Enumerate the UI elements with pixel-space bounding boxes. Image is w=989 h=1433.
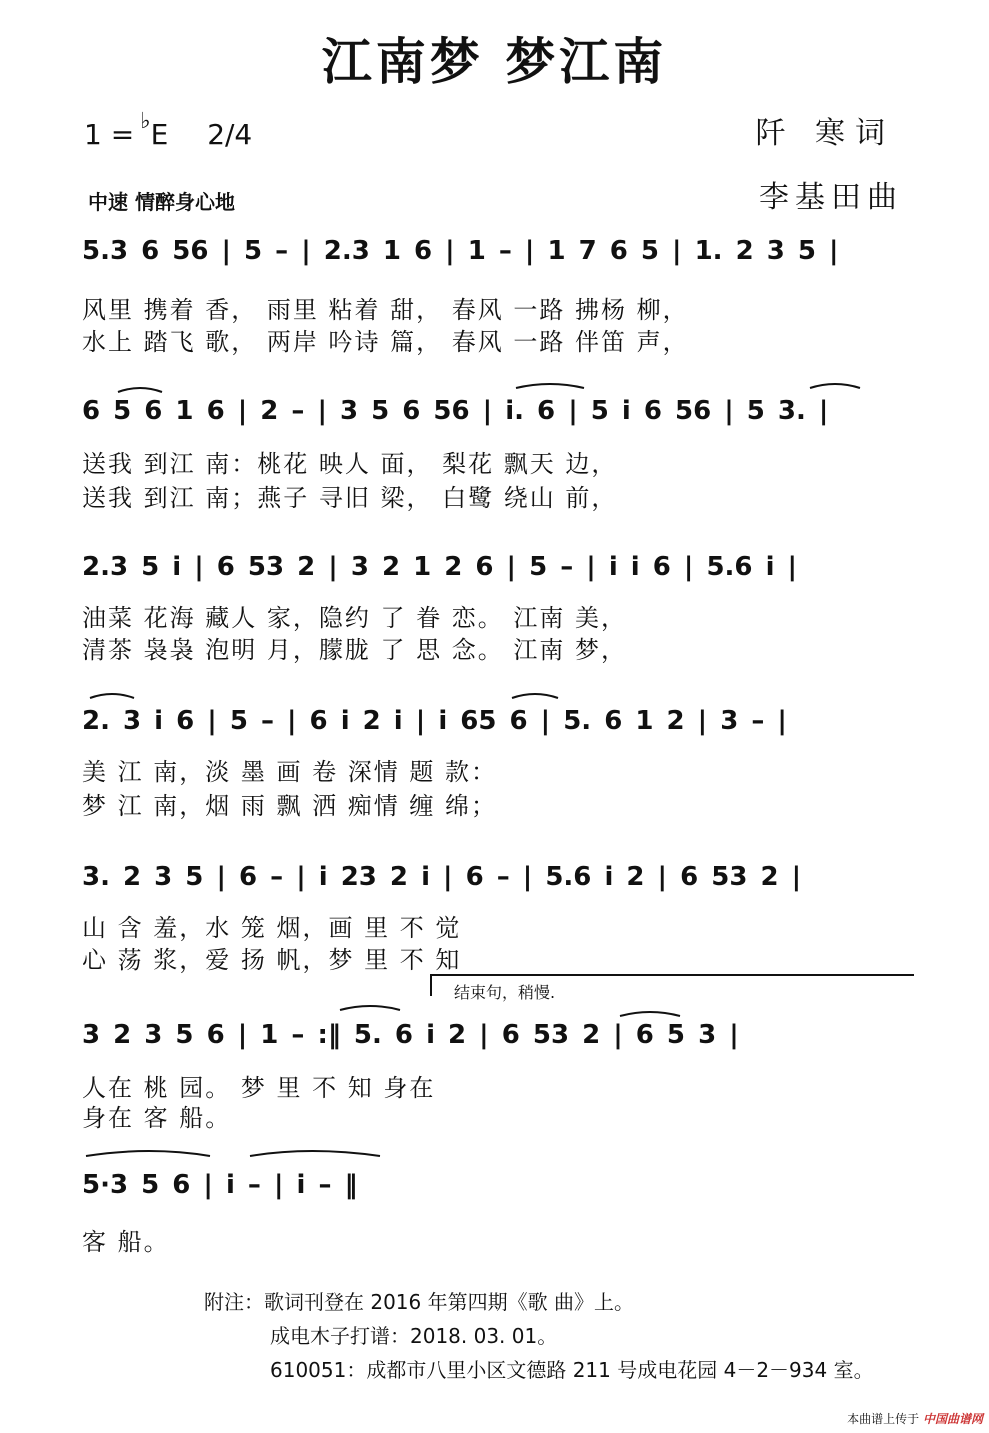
key-prefix: 1 = xyxy=(84,118,135,151)
annotation-line-2: 成电木子打谱：2018. 03. 01。 xyxy=(270,1324,558,1348)
lyric-line-1-verse-1: 风里 携着 香， 雨里 粘着 甜， 春风 一路 拂杨 柳， xyxy=(82,296,689,324)
footer-prefix: 本曲谱上传于 xyxy=(847,1412,920,1426)
annotation-line-1: 附注：歌词刊登在 2016 年第四期《歌 曲》上。 xyxy=(204,1290,634,1314)
lyric-line-5-verse-2: 心 荡 浆，爱 扬 帆，梦 里 不 知 xyxy=(82,946,462,974)
composer-credit: 李基田曲 xyxy=(759,180,903,215)
flat-sign: ♭ xyxy=(140,109,151,134)
notation-line-6: 3 2 3 5 6 | 1 – :‖ 5. 6 i 2 | 6 53 2 | 6 5 3 | xyxy=(82,1020,739,1050)
notation-line-7: 5·3 5 6 | i – | i – ‖ xyxy=(82,1170,358,1200)
ending-bracket-tick xyxy=(430,974,432,996)
notation-line-3: 2.3 5 i | 6 53 2 | 3 2 1 2 6 | 5 – | i i 6 | 5.6 i | xyxy=(82,552,798,582)
lyric-line-3-verse-1: 油菜 花海 藏人 家，隐约 了 眷 恋。 江南 美， xyxy=(82,604,628,632)
annotation-line-3: 610051：成都市八里小区文德路 211 号成电花园 4－2－934 室。 xyxy=(270,1358,874,1382)
lyric-line-2-verse-1: 送我 到江 南：桃花 映人 面， 梨花 飘天 边， xyxy=(82,450,618,478)
score-title: 江南梦 梦江南 xyxy=(321,33,668,91)
key-signature xyxy=(84,109,253,151)
lyric-line-6-verse-1: 人在 桃 园。 梦 里 不 知 身在 xyxy=(82,1074,436,1102)
lyric-line-5-verse-1: 山 含 羞，水 笼 烟，画 里 不 觉 xyxy=(82,914,462,942)
lyric-line-1-verse-2: 水上 踏飞 歌， 两岸 吟诗 篇， 春风 一路 伴笛 声， xyxy=(82,328,689,356)
notation-line-4: 2. 3 i 6 | 5 – | 6 i 2 i | i 65 6 | 5. 6 1 2 | 3 – | xyxy=(82,706,787,736)
tempo-marking: 中速 情醉身心地 xyxy=(88,190,235,214)
time-signature: 2/4 xyxy=(207,118,253,151)
key-letter: E xyxy=(150,118,169,151)
lyric-line-7-verse-1: 客 船。 xyxy=(82,1228,170,1256)
lyric-line-6-verse-2: 身在 客 船。 xyxy=(82,1104,232,1132)
ending-bracket-line xyxy=(430,974,914,976)
notation-line-5: 3. 2 3 5 | 6 – | i 23 2 i | 6 – | 5.6 i 2 | 6 53 2 | xyxy=(82,862,802,892)
lyric-line-2-verse-2: 送我 到江 南；燕子 寻旧 梁， 白鹭 绕山 前， xyxy=(82,484,618,512)
notation-line-2: 6 5 6 1 6 | 2 – | 3 5 6 56 | i. 6 | 5 i 6 56 | 5 3. | xyxy=(82,396,829,426)
lyric-line-3-verse-2: 清茶 袅袅 泡明 月，朦胧 了 思 念。 江南 梦， xyxy=(82,636,628,664)
lyric-line-4-verse-1: 美 江 南，淡 墨 画 卷 深情 题 款： xyxy=(82,758,498,786)
notation-line-1: 5.3 6 56 | 5 – | 2.3 1 6 | 1 – | 1 7 6 5 | 1. 2 3 5 | xyxy=(82,236,839,266)
ending-instruction: 结束句，稍慢. xyxy=(454,983,556,1002)
lyricist-credit: 阡 寒词 xyxy=(755,116,895,151)
site-watermark xyxy=(847,1410,983,1427)
lyric-line-4-verse-2: 梦 江 南，烟 雨 飘 洒 痴情 缠 绵； xyxy=(82,792,498,820)
site-name: 中国曲谱网 xyxy=(922,1412,983,1426)
